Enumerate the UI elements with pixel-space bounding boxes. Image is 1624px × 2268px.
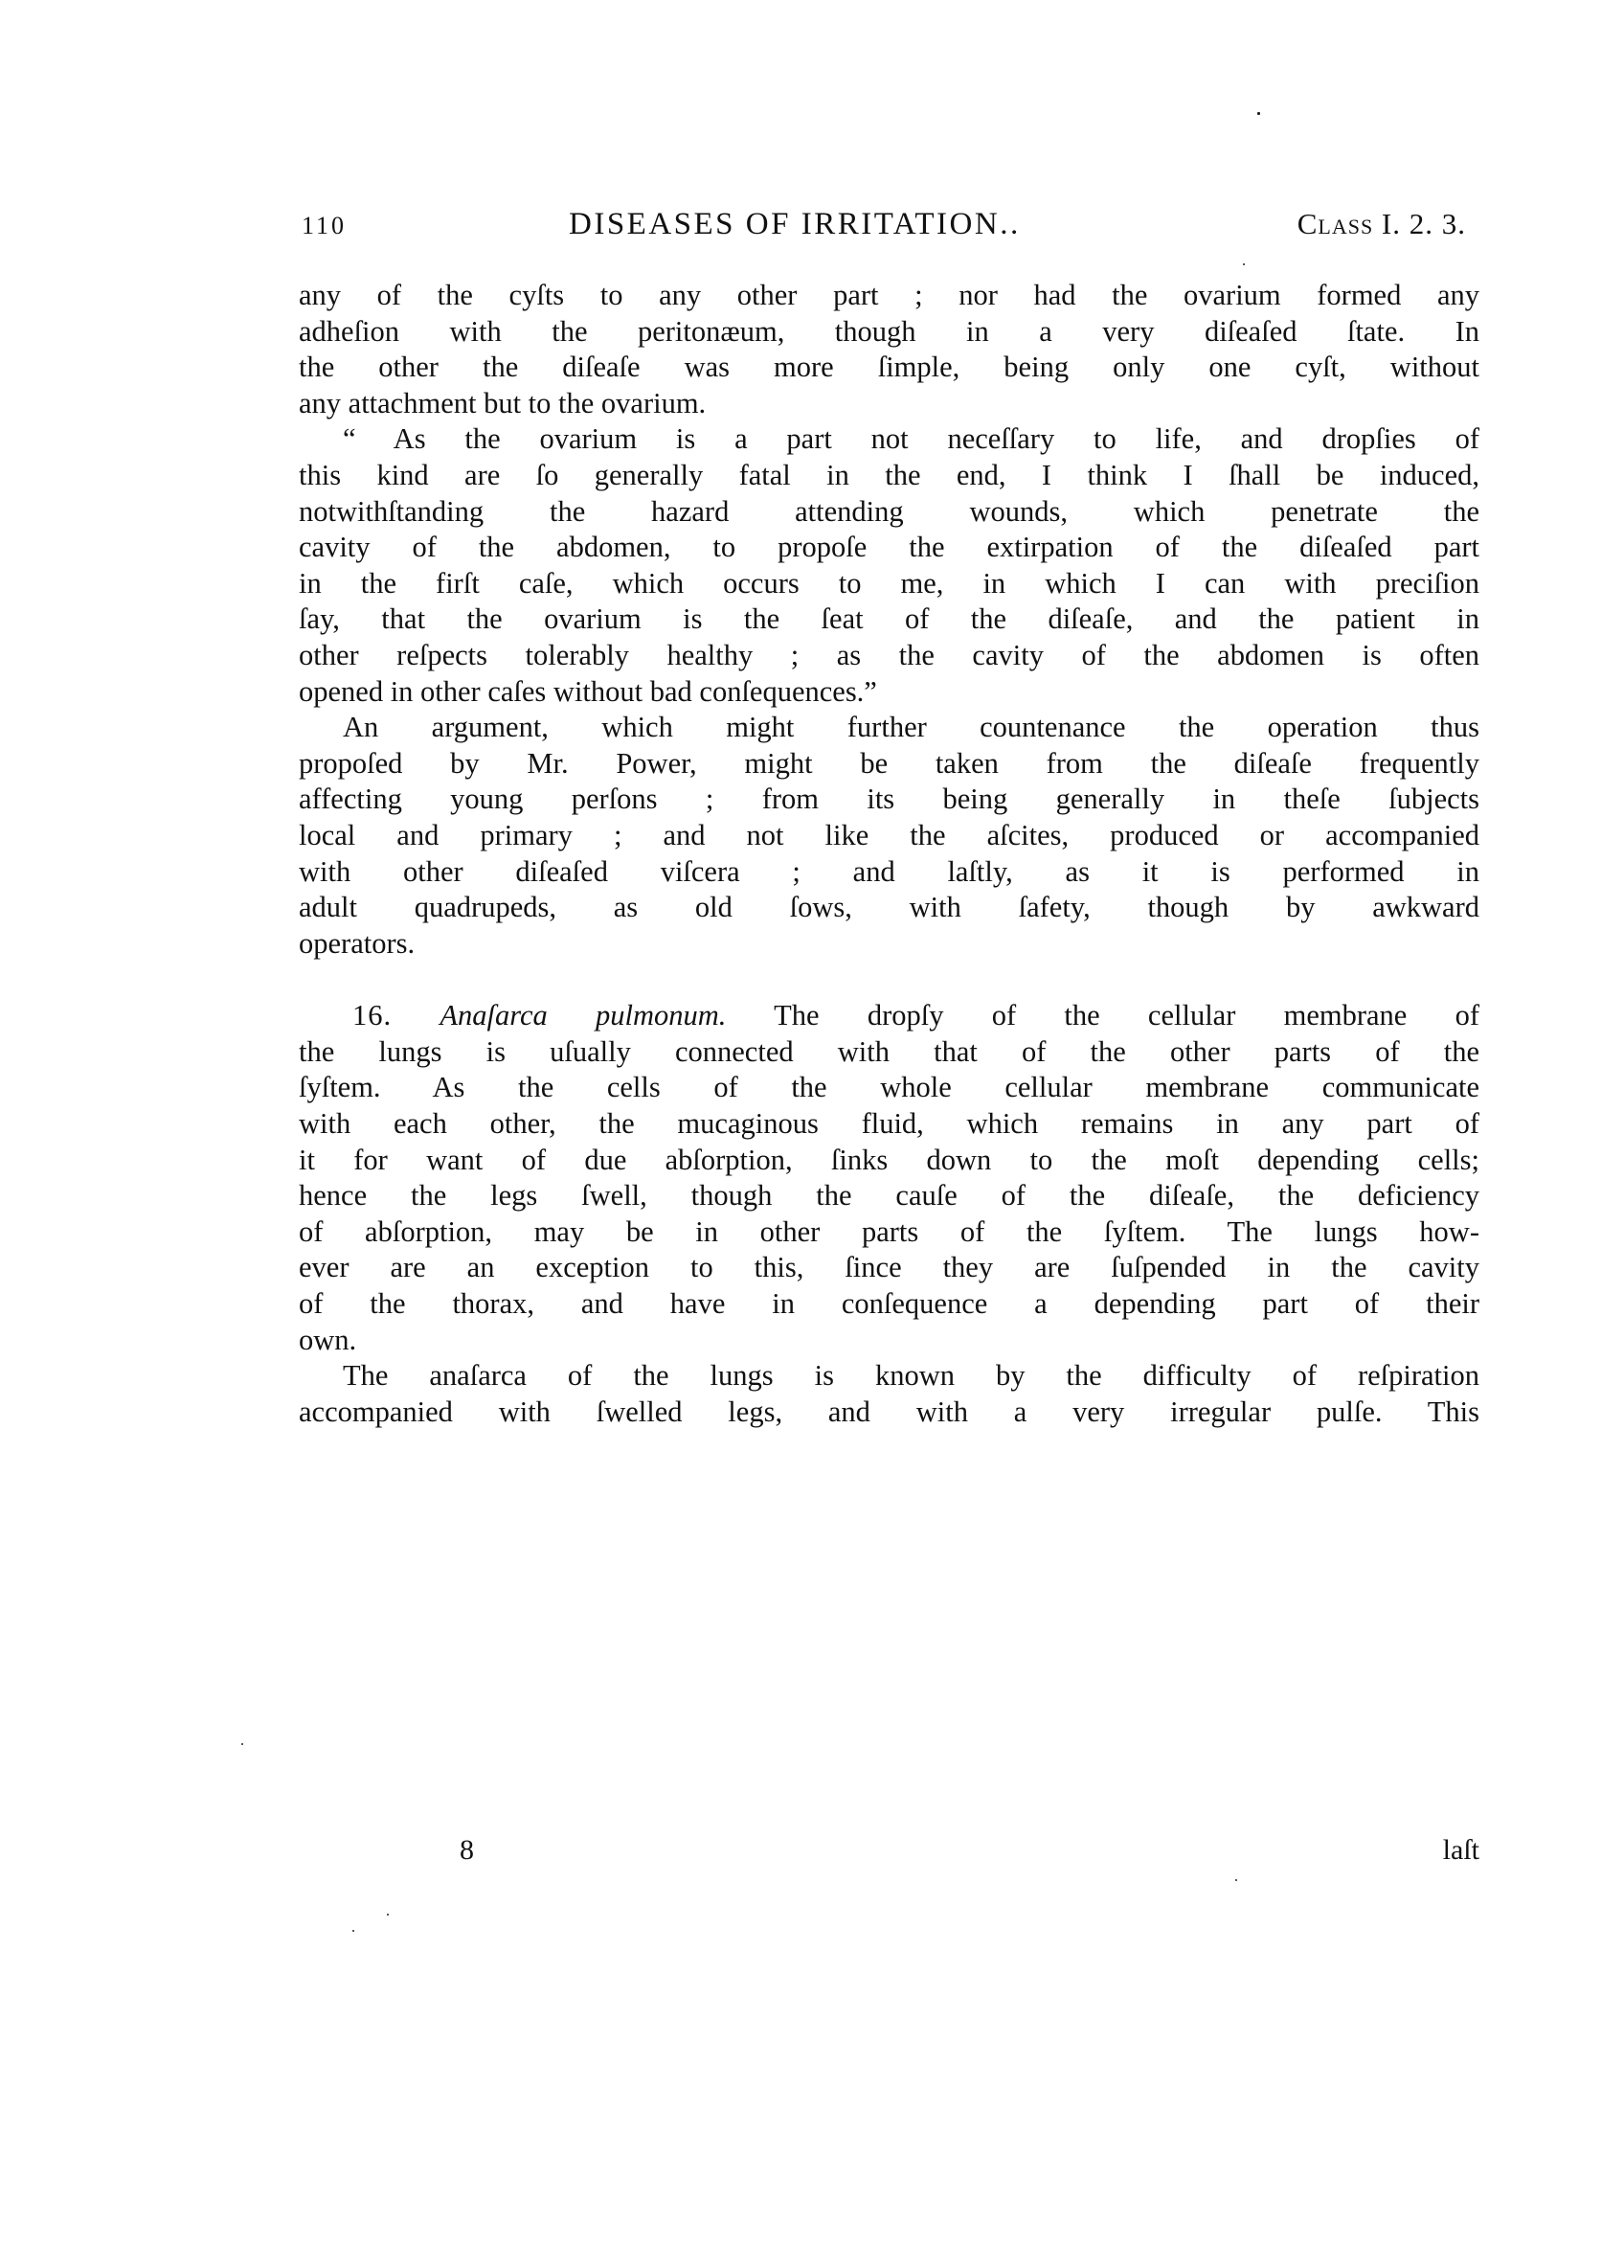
- text-line: with each other, the mucaginous fluid, which remains in any part of: [299, 1107, 1479, 1141]
- text-line: cavity of the abdomen, to propoſe the extirpation of the diſeaſed part: [299, 531, 1479, 564]
- class-reference: Class I. 2. 3.: [1297, 207, 1466, 240]
- text-line: it for want of due abſorption, ſinks down to the moſt depending cells;: [299, 1143, 1479, 1176]
- text-line: of abſorption, may be in other parts of the ſyſtem. The lungs how-: [299, 1214, 1479, 1248]
- section-number: 16.: [352, 999, 393, 1032]
- print-speck: [1243, 263, 1245, 265]
- text-line: the other the diſeaſe was more ſimple, being only one cyſt, without: [299, 351, 1479, 384]
- paragraph-anasarca-lungs: [299, 1358, 1479, 1430]
- print-speck: [1235, 1879, 1237, 1881]
- text-line: An argument, which might further countenance the operation thus: [343, 711, 1479, 744]
- section-16-paragraph: [299, 998, 1479, 1358]
- section-heading-line: [299, 998, 1479, 1034]
- text-line: the lungs is uſually connected with that of the other parts of the: [299, 1034, 1479, 1068]
- text-line: ſyſtem. As the cells of the whole cellular membrane communicate: [299, 1071, 1479, 1104]
- text-line: hence the legs ſwell, though the cauſe of the diſeaſe, the deficiency: [299, 1179, 1479, 1213]
- text-line: accompanied with ſwelled legs, and with a very irregular pulſe. This: [299, 1395, 1479, 1428]
- section-gap: [299, 962, 1479, 998]
- text-line: opened in other caſes without bad conſequences.”: [299, 674, 877, 708]
- paragraph-continuation: [299, 278, 1479, 421]
- signature-mark: 8: [460, 1834, 474, 1866]
- text-line: affecting young perſons ; from its being generally in theſe ſubjects: [299, 782, 1479, 816]
- text-line: ever are an exception to this, ſince they are ſuſpended in the cavity: [299, 1251, 1479, 1284]
- text-line: “ As the ovarium is a part not neceſſary to life, and dropſies of: [343, 422, 1479, 456]
- text-line: The anaſarca of the lungs is known by the difficulty of reſpiration: [343, 1359, 1479, 1393]
- print-speck: [387, 1914, 389, 1916]
- text-line: of the thorax, and have in conſequence a depending part of their: [299, 1287, 1479, 1321]
- body-text: [299, 278, 1479, 1430]
- text-line: adheſion with the peritonæum, though in a very diſeaſed ſtate. In: [299, 314, 1479, 348]
- running-head: [299, 203, 1479, 245]
- catchword: laſt: [1442, 1834, 1479, 1866]
- text-line: ſay, that the ovarium is the ſeat of the diſeaſe, and the patient in: [299, 602, 1479, 636]
- print-speck: [352, 1930, 354, 1932]
- print-speck: [1257, 112, 1260, 115]
- text-line: propoſed by Mr. Power, might be taken from the diſeaſe frequently: [299, 746, 1479, 780]
- print-speck: [241, 1743, 243, 1745]
- text-line: any attachment but to the ovarium.: [299, 386, 707, 420]
- text-line: local and primary ; and not like the aſcites, produced or accompanied: [299, 818, 1479, 851]
- text-line: in the firſt caſe, which occurs to me, in which I can with preciſion: [299, 566, 1479, 600]
- text-line: adult quadrupeds, as old ſows, with ſafety, though by awkward: [299, 891, 1479, 924]
- text-line: this kind are ſo generally fatal in the end, I think I ſhall be induced,: [299, 458, 1479, 491]
- paragraph-quotation: [299, 421, 1479, 710]
- text-line: own.: [299, 1323, 357, 1356]
- page-number: 110: [302, 212, 348, 239]
- text-line: operators.: [299, 926, 416, 960]
- text-line: with other diſeaſed viſcera ; and laſtly, as it is performed in: [299, 854, 1479, 888]
- text-line: any of the cyſts to any other part ; nor had the ovarium formed any: [299, 279, 1479, 311]
- running-title: DISEASES OF IRRITATION..: [569, 207, 1021, 241]
- text-line: notwithſtanding the hazard attending wounds, which penetrate the: [299, 494, 1479, 528]
- section-term: Anaſarca pulmonum.: [440, 999, 727, 1032]
- paragraph-argument: [299, 710, 1479, 962]
- text-fragment: The dropſy of the cellular membrane of: [774, 999, 1480, 1032]
- signature-line: [299, 1831, 1479, 1870]
- text-line: other reſpects tolerably healthy ; as the cavity of the abdomen is often: [299, 638, 1479, 671]
